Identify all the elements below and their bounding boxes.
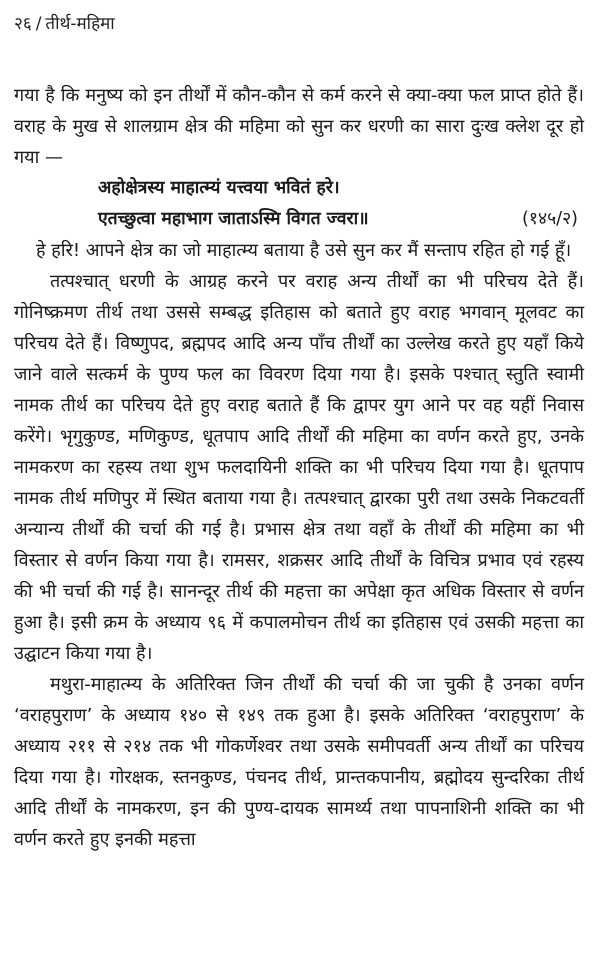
verse-line-2: एतच्छुत्वा महाभाग जाताऽस्मि विगत ज्वरा॥ xyxy=(98,209,369,229)
verse-line-2-row xyxy=(98,204,584,235)
verse-reference: (१४५/२) xyxy=(522,209,578,229)
paragraph-translation: हे हरि! आपने क्षेत्र का जो माहात्म्य बताया है उसे सुन कर मैं सन्ताप रहित हो गई हूँ। xyxy=(36,240,572,261)
paragraph-tirthas: तत्पश्चात् धरणी के आग्रह करने पर वराह अन्य तीर्थों का भी परिचय देते हैं। गोनिष्क्रमण तीर्थ तथा उससे सम्बद्ध इतिहास को बताते हुए वराह भगवान् मूलवट का परिचय देते हैं। विष्णुपद, ब्रह्मपद आदि अन्य पाँच तीर्थों का उल्लेख करते हुए यहाँ किये जाने वाले सत्कर्म के पुण्य फल का विवरण दिया गया है। इसके पश्चात् स्तुति स्वामी नामक तीर्थ का परिचय देते हुए वराह बताते हैं कि द्वापर युग आने पर वह यहीं निवास करेंगे। भृगुकुण्ड, मणिकुण्ड, धूतपाप आदि तीर्थों की महिमा का वर्णन करते हुए, उनके नामकरण का रहस्य तथा शुभ फलदायिनी शक्ति का भी परिचय दिया गया है। धूतपाप नामक तीर्थ मणिपुर में स्थित बताया गया है। तत्पश्चात् द्वारका पुरी तथा उसके निकटवर्ती अन्यान्य तीर्थों की चर्चा की गई है। प्रभास क्षेत्र तथा वहाँ के तीर्थों की महिमा का भी विस्तार से वर्णन किया गया है। रामसर, शक्रसर आदि तीर्थों के विचित्र प्रभाव एवं रहस्य की भी चर्चा की गई है। सानन्दूर तीर्थ की महत्ता का अपेक्षा कृत अधिक विस्तार से वर्णन हुआ है। इसी क्रम के अध्याय ९६ में कपालमोचन तीर्थ का इतिहास एवं उसकी महत्ता का उद्घाटन किया गया है। xyxy=(14,271,584,664)
page-number: २६ xyxy=(14,14,32,34)
paragraph-mathura: मथुरा-माहात्म्य के अतिरिक्त जिन तीर्थों की चर्चा की जा चुकी है उनका वर्णन ‘वराहपुराण’ के अध्याय १४० से १४९ तक हुआ है। इसके अतिरिक्त ‘वराहपुराण’ के अध्याय २११ से २१४ तक भी गोकर्णेश्वर तथा उसके समीपवर्ती अन्य तीर्थों का परिचय दिया गया है। गोरक्षक, स्तनकुण्ड, पंचनद तीर्थ, प्रान्तकपानीय, ब्रह्मोदय सुन्दरिका तीर्थ आदि तीर्थों के नामकरण, इन की पुण्य-दायक सामर्थ्य तथा पापनाशिनी शक्ति का भी वर्णन करते हुए इनकी महत्ता xyxy=(14,674,584,850)
running-header xyxy=(14,12,584,42)
header-separator: / xyxy=(35,14,42,34)
sanskrit-verse xyxy=(14,173,584,235)
paragraph-intro: गया है कि मनुष्य को इन तीर्थों में कौन-कौन से कर्म करने से क्या-क्या फल प्राप्त होते हैं। वराह के मुख से शालग्राम क्षेत्र की महिमा को सुन कर धरणी का सारा दुःख क्लेश दूर हो गया — xyxy=(14,85,584,168)
body-text xyxy=(14,80,584,855)
running-title: तीर्थ-महिमा xyxy=(45,14,115,34)
verse-line-1: अहोक्षेत्रस्य माहात्म्यं यत्त्वया भवितं हरे। xyxy=(98,178,340,198)
